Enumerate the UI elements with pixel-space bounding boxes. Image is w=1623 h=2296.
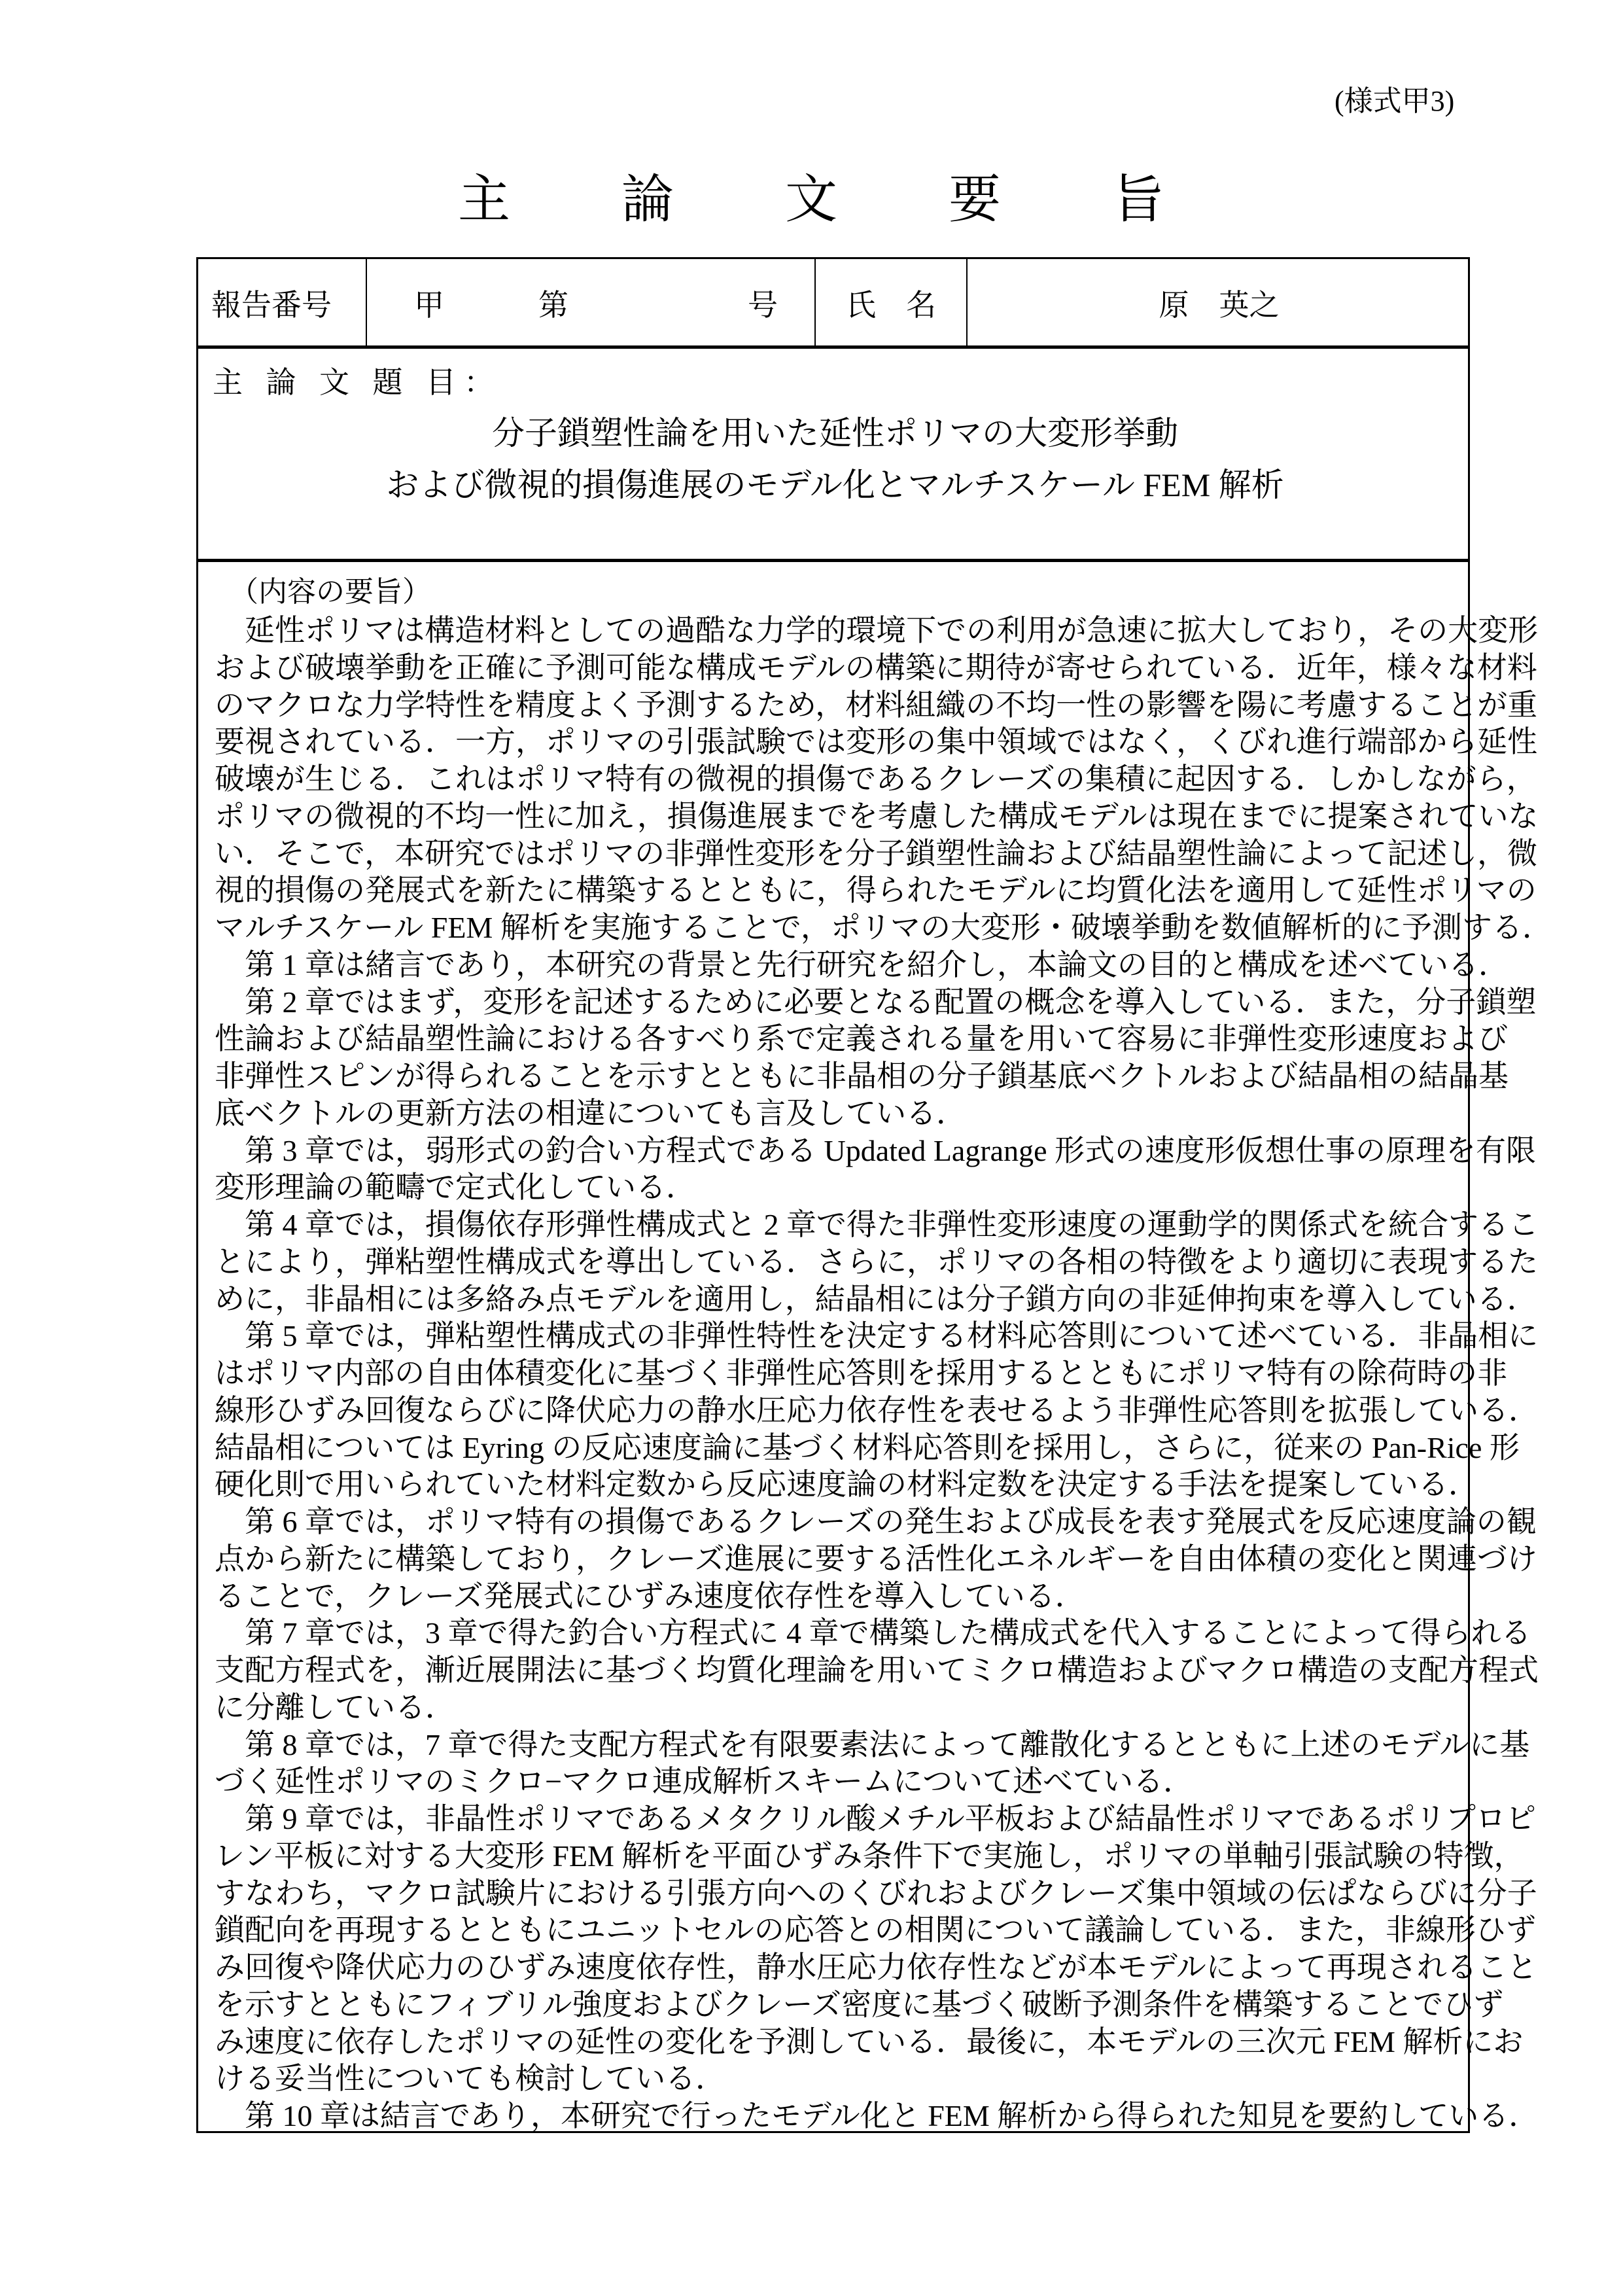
summary-line: 第 2 章ではまず，変形を記述するために必要となる配置の概念を導入している．また，分子鎖塑 <box>245 985 1537 1019</box>
divider <box>966 259 968 347</box>
title-char: 要 <box>949 171 1001 229</box>
summary-line: はポリマ内部の自由体積変化に基づく非弾性応答則を採用するとともにポリマ特有の除荷時の非 <box>215 1356 1508 1390</box>
summary-line: 鎖配向を再現するとともにユニットセルの応答との相関について議論している．また，非線形ひず <box>215 1913 1536 1947</box>
summary-line: 第 4 章では，損傷依存形弾性構成式と 2 章で得た非弾性変形速度の運動学的関係式を統合するこ <box>245 1208 1539 1241</box>
summary-line: とにより，弾粘塑性構成式を導出している．さらに，ポリマの各相の特徴をより適切に表現するた <box>215 1245 1539 1279</box>
summary-line: を示すとともにフィブリル強度およびクレーズ密度に基づく破断予測条件を構築することでひず <box>215 1987 1504 2021</box>
summary-line: 第 10 章は結言であり，本研究で行ったモデル化と FEM 解析から得られた知見を要約している． <box>245 2099 1539 2132</box>
summary-line: のマクロな力学特性を精度よく予測するため，材料組織の不均一性の影響を陽に考慮することが重 <box>215 688 1538 722</box>
gou-label: 号 <box>748 289 778 322</box>
summary-line: 第 8 章では，7 章で得た支配方程式を有限要素法によって離散化するとともに上述のモデルに基 <box>245 1727 1530 1761</box>
summary-line: 性論および結晶塑性論における各すべり系で定義される量を用いて容易に非弾性変形速度および <box>215 1022 1509 1056</box>
summary-line: 支配方程式を，漸近展開法に基づく均質化理論を用いてミクロ構造およびマクロ構造の支配方程式 <box>215 1653 1539 1687</box>
summary-line: めに，非晶相には多絡み点モデルを適用し，結晶相には分子鎖方向の非延伸拘束を導入している． <box>215 1282 1537 1316</box>
report-number-label: 報告番号 <box>211 289 332 322</box>
summary-line: み回復や降伏応力のひずみ速度依存性，静水圧応力依存性などが本モデルによって再現されること <box>215 1951 1537 1984</box>
summary-line: み速度に依存したポリマの延性の変化を予測している．最後に，本モデルの三次元 FEM 解析にお <box>215 2024 1524 2058</box>
divider <box>366 259 367 347</box>
summary-line: ける妥当性についても検討している． <box>215 2062 726 2096</box>
summary-line: 結晶相については Eyring の反応速度論に基づく材料応答則を採用し，さらに，従来の Pan-Rice 形 <box>215 1430 1520 1464</box>
summary-line: マルチスケール FEM 解析を実施することで，ポリマの大変形・破壊挙動を数値解析的に予測する． <box>215 911 1552 944</box>
summary-line: および破壊挙動を正確に予測可能な構成モデルの構築に期待が寄せられている．近年，様々な材料 <box>215 650 1537 684</box>
summary-line: ポリマの微視的不均一性に加え，損傷進展までを考慮した構成モデルは現在までに提案されていな <box>215 799 1539 833</box>
summary-line: ることで，クレーズ発展式にひずみ速度依存性を導入している． <box>215 1579 1085 1613</box>
divider <box>814 259 816 347</box>
summary-line: レン平板に対する大変形 FEM 解析を平面ひずみ条件下で実施し，ポリマの単軸引張試験の特徴， <box>215 1839 1524 1873</box>
summary-line: い．そこで，本研究ではポリマの非弾性変形を分子鎖塑性論および結晶塑性論によって記述し，微 <box>215 836 1538 870</box>
summary-line: 底ベクトルの更新方法の相違についても言及している． <box>215 1096 967 1130</box>
summary-line: 延性ポリマは構造材料としての過酷な力学的環境下での利用が急速に拡大しており，その大変形 <box>245 614 1539 647</box>
title-char: 文 <box>785 171 837 229</box>
form-code: (様式甲3) <box>1335 85 1455 117</box>
summary-line: すなわち，マクロ試験片における引張方向へのくびれおよびクレーズ集中領域の伝ぱならびに分子 <box>215 1876 1537 1910</box>
summary-line: 硬化則で用いられていた材料定数から反応速度論の材料定数を決定する手法を提案している． <box>215 1468 1478 1502</box>
divider <box>198 559 1468 562</box>
summary-line: 破壊が生じる．これはポリマ特有の微視的損傷であるクレーズの集積に起因する．しかしながら， <box>215 762 1537 796</box>
divider <box>198 345 1468 349</box>
summary-line: 第 5 章では，弾粘塑性構成式の非弾性特性を決定する材料応答則について述べている．非晶相に <box>245 1319 1539 1353</box>
thesis-title-line-2: および微視的損傷進展のモデル化とマルチスケール FEM 解析 <box>386 467 1284 503</box>
name-label: 氏 名 <box>846 289 936 322</box>
summary-line: 要視されている．一方，ポリマの引張試験では変形の集中領域ではなく，くびれ進行端部から延性 <box>215 725 1538 759</box>
thesis-title-label: 主 論 文 題 目： <box>213 366 502 399</box>
summary-line: 第 9 章では，非晶性ポリマであるメタクリル酸メチル平板および結晶性ポリマであるポリプロピ <box>245 1802 1536 1835</box>
document-title <box>458 157 1164 232</box>
summary-form-table <box>196 257 1552 2133</box>
summary-line: 線形ひずみ回復ならびに降伏応力の静水圧応力依存性を表せるよう非弾性応答則を拡張している． <box>215 1393 1539 1427</box>
summary-line: 点から新たに構築しており，クレーズ進展に要する活性化エネルギーを自由体積の変化と関連づけ <box>215 1542 1537 1576</box>
thesis-title-line-1: 分子鎖塑性論を用いた延性ポリマの大変形挙動 <box>492 415 1178 451</box>
title-char: 主 <box>458 171 510 229</box>
summary-line: づく延性ポリマのミクロ−マクロ連成解析スキームについて述べている． <box>215 1765 1194 1799</box>
summary-line: 非弾性スピンが得られることを示すとともに非晶相の分子鎖基底ベクトルおよび結晶相の結晶基 <box>215 1059 1509 1093</box>
name-value: 原 英之 <box>1159 289 1280 322</box>
summary-line: 視的損傷の発展式を新たに構築するとともに，得られたモデルに均質化法を適用して延性ポリマの <box>215 874 1537 908</box>
kou-label: 甲 <box>414 289 444 322</box>
summary-line: 第 6 章では，ポリマ特有の損傷であるクレーズの発生および成長を表す発展式を反応速度論の観 <box>245 1505 1537 1538</box>
summary-line: 第 1 章は緒言であり，本研究の背景と先行研究を紹介し，本論文の目的と構成を述べている． <box>245 947 1509 981</box>
summary-line: に分離している． <box>215 1690 455 1724</box>
summary-line: 第 7 章では，3 章で得た釣合い方程式に 4 章で構築した構成式を代入することによって得られる <box>245 1616 1531 1650</box>
title-char: 論 <box>621 171 674 229</box>
title-char: 旨 <box>1112 171 1164 229</box>
summary-label: （内容の要旨） <box>230 576 431 608</box>
summary-line: 変形理論の範疇で定式化している． <box>215 1171 696 1205</box>
summary-line: 第 3 章では，弱形式の釣合い方程式である Updated Lagrange 形式の速度形仮想仕事の原理を有限 <box>245 1133 1537 1167</box>
dai-label: 第 <box>538 289 568 322</box>
